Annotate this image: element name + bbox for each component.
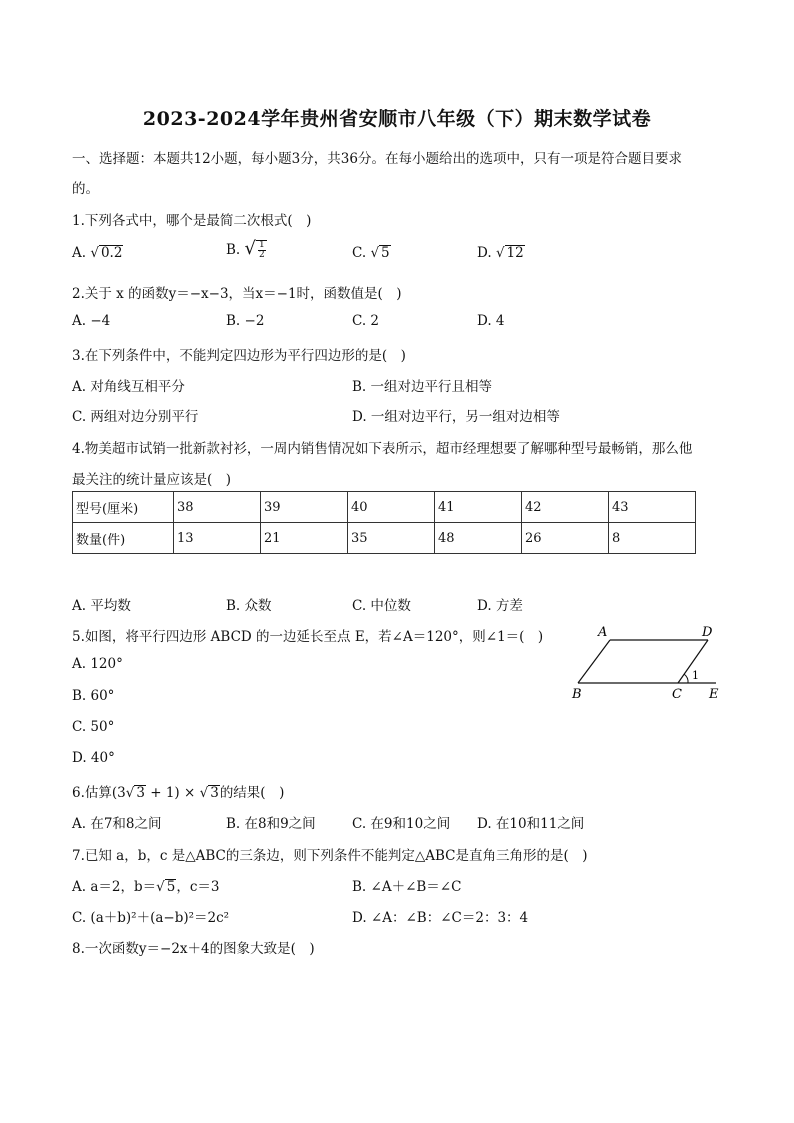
question-3-option-b: B. 一组对边平行且相等 xyxy=(352,379,493,395)
question-3-option-c: C. 两组对边分别平行 xyxy=(72,409,199,425)
question-4-stem-line2: 最关注的统计量应该是( ) xyxy=(72,472,232,488)
question-5-option-b: B. 60° xyxy=(72,688,115,704)
table-cell: 38 xyxy=(174,492,261,523)
table-cell: 8 xyxy=(609,523,696,554)
section-instruction-line1: 一、选择题：本题共12小题，每小题3分，共36分。在每小题给出的选项中，只有一项是符合题目要求 xyxy=(72,151,682,167)
question-4-option-d: D. 方差 xyxy=(477,598,523,614)
question-6-option-c: C. 在9和10之间 xyxy=(352,816,451,832)
question-4-stem-line1: 4.物美超市试销一批新款衬衫，一周内销售情况如下表所示，超市经理想要了解哪种型号最畅销，那么他 xyxy=(72,441,693,457)
question-1-option-b: B. √ $\frac{1}{2}$ xyxy=(226,238,265,260)
question-6-stem-start: 6.估算(3 xyxy=(72,785,126,801)
option-a-label: A. xyxy=(72,245,87,261)
question-2-option-a: A. −4 xyxy=(72,313,111,329)
page-title: 2023-2024学年贵州省安顺市八年级（下）期末数学试卷 xyxy=(142,108,652,130)
question-4-option-b: B. 众数 xyxy=(226,598,272,614)
option-a-radicand: 0.2 xyxy=(100,245,123,261)
question-7-option-b: B. ∠A＋∠B＝∠C xyxy=(352,879,462,895)
question-2-option-c: C. 2 xyxy=(352,313,380,329)
angle-1-label: 1 xyxy=(692,669,699,682)
option-a-end: ，c＝3 xyxy=(176,879,220,895)
question-7-stem: 7.已知 a，b，c 是△ABC的三条边，则下列条件不能判定△ABC是直角三角形的是( ) xyxy=(72,848,588,864)
question-4-option-c: C. 中位数 xyxy=(352,598,411,614)
table-cell: 39 xyxy=(261,492,348,523)
angle-1-arc xyxy=(684,674,688,683)
question-6-radicand-1: 3 xyxy=(136,785,145,801)
option-b-numerator: 1 xyxy=(259,240,265,250)
table-cell: 43 xyxy=(609,492,696,523)
option-d-label: D. xyxy=(477,245,492,261)
question-3-option-a: A. 对角线互相平分 xyxy=(72,379,185,395)
option-a-start: A. a＝2，b＝ xyxy=(72,879,157,895)
question-1-option-a: A. √ 0.2 xyxy=(72,245,123,261)
question-6-stem: 6.估算(3√ 3 + 1) × √ 3的结果( ) xyxy=(72,785,285,801)
question-5-option-d: D. 40° xyxy=(72,750,115,766)
question-3-stem: 3.在下列条件中，不能判定四边形为平行四边形的是( ) xyxy=(72,348,406,364)
question-6-radicand-2: 3 xyxy=(210,785,219,801)
table-cell: 13 xyxy=(174,523,261,554)
question-8-stem: 8.一次函数y＝−2x＋4的图象大致是( ) xyxy=(72,941,315,957)
question-6-option-b: B. 在8和9之间 xyxy=(226,816,316,832)
table-header-size: 型号(厘米) xyxy=(73,492,174,523)
point-e-label: E xyxy=(709,687,719,702)
table-cell: 48 xyxy=(435,523,522,554)
table-cell: 42 xyxy=(522,492,609,523)
option-c-radicand: 5 xyxy=(381,245,390,261)
question-1-option-c: C. √ 5 xyxy=(352,245,390,261)
question-1-stem: 1.下列各式中，哪个是最简二次根式( ) xyxy=(72,213,312,229)
section-instruction-line2: 的。 xyxy=(72,181,99,197)
point-c-label: C xyxy=(672,687,682,702)
parallelogram-figure xyxy=(566,620,736,705)
question-6-option-d: D. 在10和11之间 xyxy=(477,816,585,832)
segment-ab xyxy=(578,640,610,683)
table-cell: 35 xyxy=(348,523,435,554)
question-5-option-c: C. 50° xyxy=(72,719,115,735)
point-d-label: D xyxy=(702,625,713,640)
point-a-label: A xyxy=(598,625,608,640)
question-3-option-d: D. 一组对边平行，另一组对边相等 xyxy=(352,409,560,425)
option-b-denominator: 2 xyxy=(259,250,265,260)
option-c-label: C. xyxy=(352,245,367,261)
question-2-option-b: B. −2 xyxy=(226,313,265,329)
question-5-stem: 5.如图，将平行四边形 ABCD 的一边延长至点 E，若∠A＝120°，则∠1＝( ) xyxy=(72,629,544,645)
table-cell: 41 xyxy=(435,492,522,523)
question-6-stem-middle: + 1) × xyxy=(145,785,200,801)
table-cell: 21 xyxy=(261,523,348,554)
question-5-option-a: A. 120° xyxy=(72,656,123,672)
point-b-label: B xyxy=(572,687,582,702)
table-cell: 26 xyxy=(522,523,609,554)
question-6-option-a: A. 在7和8之间 xyxy=(72,816,162,832)
table-row-quantity xyxy=(73,523,696,554)
question-4-option-a: A. 平均数 xyxy=(72,598,131,614)
question-2-option-d: D. 4 xyxy=(477,313,505,329)
question-2-stem: 2.关于 x 的函数y＝−x−3，当x＝−1时，函数值是( ) xyxy=(72,286,402,302)
option-a-radicand: 5 xyxy=(166,879,176,895)
question-6-stem-end: 的结果( ) xyxy=(219,785,285,801)
question-7-option-c: C. (a＋b)²＋(a−b)²＝2c² xyxy=(72,910,230,926)
sales-table xyxy=(72,491,696,554)
question-7-option-a: A. a＝2，b＝√ 5，c＝3 xyxy=(72,879,220,895)
option-d-radicand: 12 xyxy=(506,245,524,261)
table-cell: 40 xyxy=(348,492,435,523)
question-7-option-d: D. ∠A：∠B：∠C＝2：3：4 xyxy=(352,910,529,926)
option-b-label: B. xyxy=(226,242,241,258)
table-header-quantity: 数量(件) xyxy=(73,523,174,554)
table-row-size xyxy=(73,492,696,523)
question-1-option-d: D. √ 12 xyxy=(477,245,524,261)
